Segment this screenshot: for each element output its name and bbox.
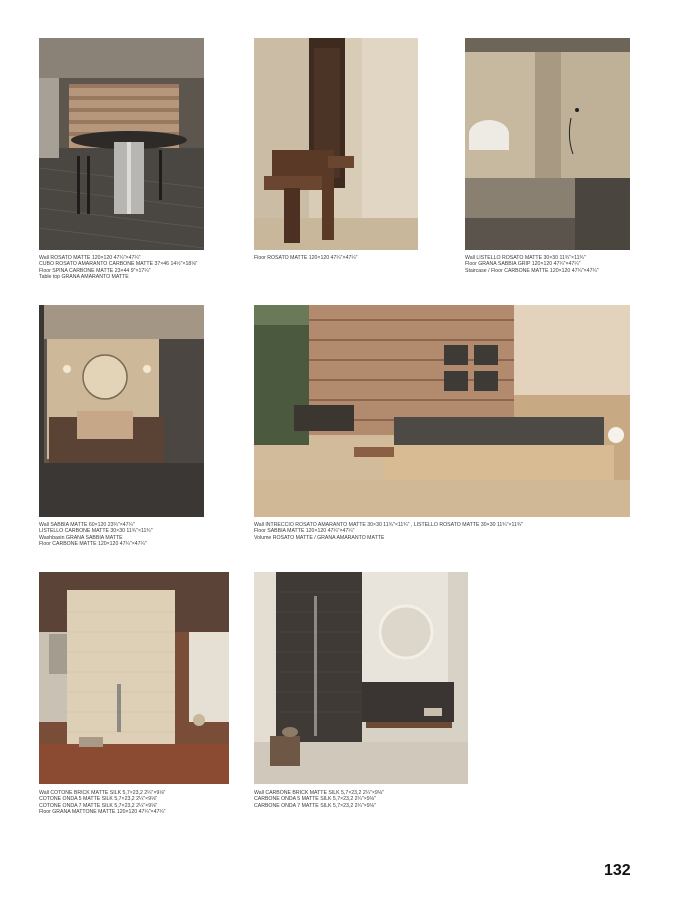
caption-line: Wall SABBIA MATTE 60×120 23¾"×47¼"	[39, 522, 135, 528]
caption-line: Floor GRANA SABBIA GRIP 120×120 47¼"×47¼"	[465, 261, 581, 268]
photo-carbone-shower	[254, 572, 468, 784]
photo-bathroom-mirror	[39, 305, 204, 517]
caption-carbone-shower	[254, 790, 384, 809]
caption-line: Staircase / Floor CARBONE MATTE 120×120 47¼"×47¼"	[465, 267, 599, 274]
caption-line: Wall LISTELLO ROSATO MATTE 30×30 11¾"×11¾"	[465, 255, 586, 261]
caption-line: LISTELLO CARBONE MATTE 30×30 11¾"×11¾"	[39, 528, 153, 535]
caption-line: Wall INTRECCIO ROSATO AMARANTO MATTE 30×30 11¾"×11¾" , LISTELLO ROSATO MATTE 30×30 11¾"×11¾"	[254, 522, 524, 528]
caption-line: Washbasin GRANA SABBIA MATTE	[39, 534, 123, 541]
caption-bedroom	[254, 522, 523, 541]
caption-line: Table top GRANA AMARANTO MATTE	[39, 274, 129, 281]
caption-line: Wall CARBONE BRICK MATTE SILK 5,7×23,2 2¼"×9⅛"	[254, 790, 384, 796]
caption-line: Floor ROSATO MATTE 120×120 47¼"×47¼"	[254, 255, 358, 261]
caption-bathroom-tub	[465, 255, 599, 274]
photo-cotone-shower	[39, 572, 229, 784]
caption-line: Wall COTONE BRICK MATTE SILK 5,7×23,2 2¼"×9⅛"	[39, 790, 166, 796]
caption-wooden-chair	[254, 255, 357, 261]
caption-line: Floor SABBIA MATTE 120×120 47¼"×47¼"	[254, 528, 355, 535]
photo-wooden-chair	[254, 38, 418, 250]
page-number: 132	[604, 862, 631, 879]
caption-line: CARBONE ONDA 7 MATTE SILK 5,7×23,2 2¼"×9⅛"	[254, 802, 376, 809]
caption-cotone-shower	[39, 790, 166, 816]
caption-line: Floor CARBONE MATTE 120×120 47¼"×47¼"	[39, 541, 147, 548]
photo-bedroom	[254, 305, 630, 517]
caption-line: CUBO ROSATO AMARANTO CARBONE MATTE 37×46 14½"×18⅛"	[39, 261, 198, 268]
caption-dining-room	[39, 255, 197, 281]
caption-line: Floor GRANA MATTONE MATTE 120×120 47¼"×47¼"	[39, 809, 166, 816]
caption-line: Volume ROSATO MATTE / GRANA AMARANTO MATTE	[254, 534, 385, 541]
caption-bathroom-mirror	[39, 522, 153, 548]
photo-dining-room	[39, 38, 204, 250]
caption-line: COTONE ONDA 7 MATTE SILK 5,7×23,2 2¼"×9⅛"	[39, 802, 158, 809]
caption-line: COTONE ONDA 5 MATTE SILK 5,7×23,2 2¼"×9⅛"	[39, 796, 158, 803]
caption-line: Wall ROSATO MATTE 120×120 47¼"×47¼"	[39, 255, 141, 261]
caption-line: Floor SPINA CARBONE MATTE 23×44 9"×17¼"	[39, 267, 151, 274]
photo-bathroom-tub	[465, 38, 630, 250]
caption-line: CARBONE ONDA 5 MATTE SILK 5,7×23,2 2¼"×9⅛"	[254, 796, 376, 803]
